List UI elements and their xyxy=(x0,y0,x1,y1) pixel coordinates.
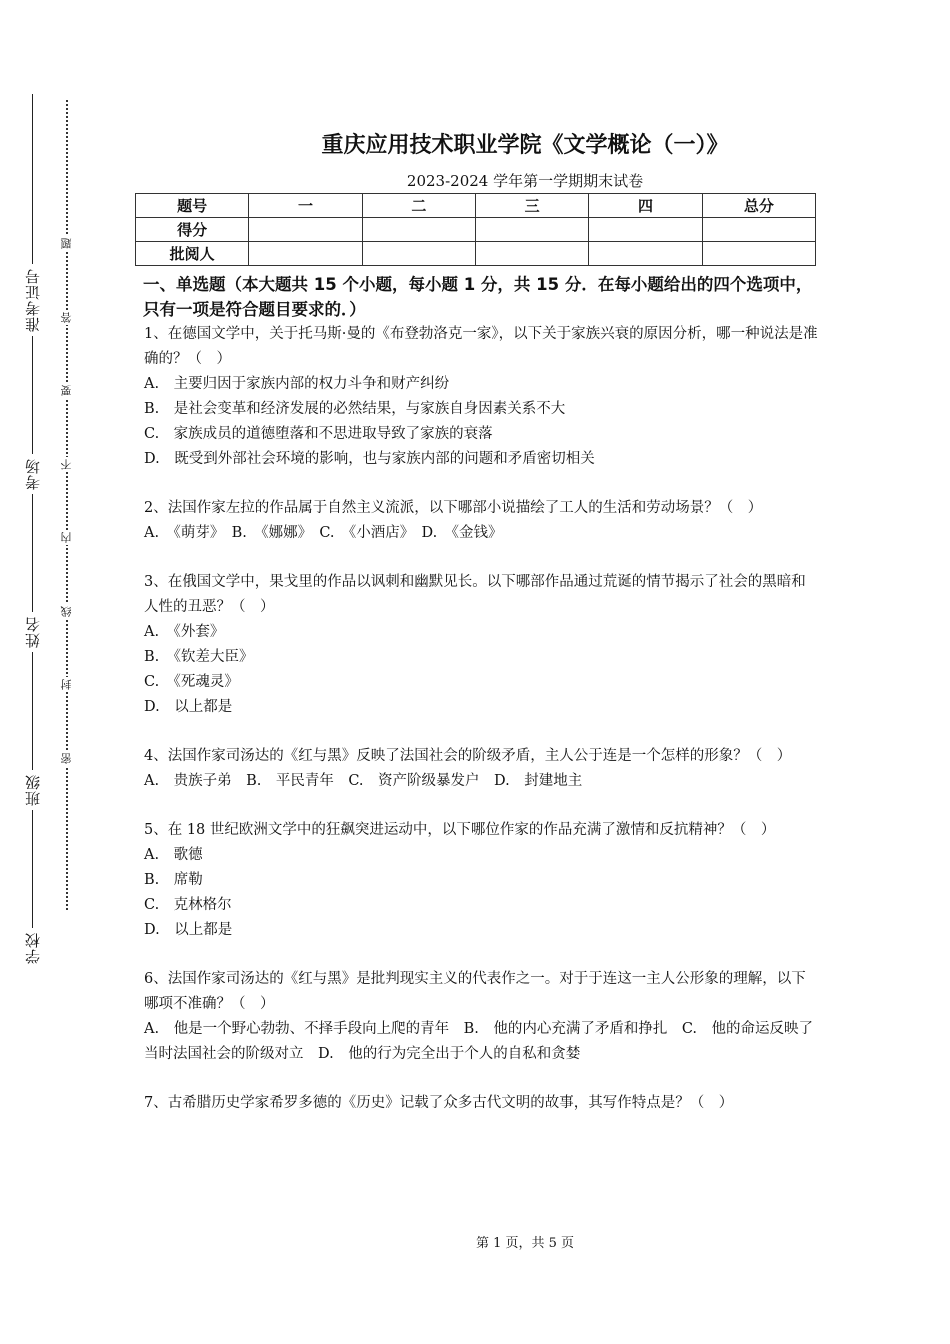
question-stem: 5、在 18 世纪欧洲文学中的狂飙突进运动中，以下哪位作家的作品充满了激情和反抗精神？（ ） xyxy=(144,822,776,838)
exam-number-field[interactable] xyxy=(22,90,43,332)
seal-char: 不 xyxy=(60,458,73,470)
question-option: D. 既受到外部社会环境的影响，也与家族内部的问题和矛盾密切相关 xyxy=(144,451,595,467)
question-2 xyxy=(144,496,818,546)
seal-char: 线 xyxy=(60,605,73,617)
name-label: 姓名 xyxy=(23,616,42,648)
score-table-header-row xyxy=(136,194,816,218)
question-option: A. 《外套》 xyxy=(144,624,225,640)
score-cell[interactable] xyxy=(362,218,475,242)
grader-cell[interactable] xyxy=(702,242,815,266)
class-blank[interactable] xyxy=(32,652,33,770)
exam-title: 重庆应用技术职业学院《文学概论（一）》 xyxy=(321,133,729,158)
seal-char: 要 xyxy=(60,385,73,397)
question-option: C. 克林格尔 xyxy=(144,897,232,913)
question-option: B. 席勒 xyxy=(144,872,203,888)
question-options: A. 他是一个野心勃勃、不择手段向上爬的青年 B. 他的内心充满了矛盾和挣扎 C. 他的命运反映了当时法国社会的阶级对立 D. 他的行为完全出于个人的自私和贪婪 xyxy=(144,1021,814,1062)
score-cell[interactable] xyxy=(475,218,588,242)
school-label: 学校 xyxy=(23,932,42,964)
score-cell[interactable] xyxy=(249,218,362,242)
exam-room-label: 考场 xyxy=(23,458,42,490)
question-3 xyxy=(144,570,818,720)
class-label: 班级 xyxy=(23,774,42,806)
question-stem: 2、法国作家左拉的作品属于自然主义流派，以下哪部小说描绘了工人的生活和劳动场景？（ ） xyxy=(144,500,763,516)
score-row xyxy=(136,218,816,242)
score-header-cell: 四 xyxy=(589,194,702,218)
seal-line-text xyxy=(59,236,75,766)
score-header-cell: 总分 xyxy=(702,194,815,218)
grader-cell[interactable] xyxy=(249,242,362,266)
question-stem: 1、在德国文学中，关于托马斯·曼的《布登勃洛克一家》，以下关于家族兴衰的原因分析，哪一种说法是准确的？（ ） xyxy=(144,326,818,367)
exam-number-label: 准考证号 xyxy=(23,268,42,332)
seal-char: 答 xyxy=(60,311,73,323)
question-stem: 4、法国作家司汤达的《红与黑》反映了法国社会的阶级矛盾，主人公于连是一个怎样的形象？（ ） xyxy=(144,748,792,764)
question-stem: 3、在俄国文学中，果戈里的作品以讽刺和幽默见长。以下哪部作品通过荒诞的情节揭示了社会的黑暗和人性的丑恶？（ ） xyxy=(144,574,806,615)
exam-number-blank[interactable] xyxy=(32,94,33,264)
question-options: A. 贵族子弟 B. 平民青年 C. 资产阶级暴发户 D. 封建地主 xyxy=(144,773,583,789)
grader-cell[interactable] xyxy=(589,242,702,266)
question-option: B. 是社会变革和经济发展的必然结果，与家族自身因素关系不大 xyxy=(144,401,566,417)
grader-row xyxy=(136,242,816,266)
grader-cell[interactable] xyxy=(475,242,588,266)
score-table xyxy=(135,193,816,266)
question-6 xyxy=(144,967,818,1067)
question-4 xyxy=(144,744,818,794)
score-header-cell: 题号 xyxy=(136,194,249,218)
binding-margin xyxy=(0,0,100,1344)
name-blank[interactable] xyxy=(32,494,33,612)
score-cell[interactable] xyxy=(702,218,815,242)
question-stem: 6、法国作家司汤达的《红与黑》是批判现实主义的代表作之一。对于于连这一主人公形象的理解，以下哪项不准确？（ ） xyxy=(144,971,806,1012)
student-info-fields xyxy=(22,90,42,964)
score-cell[interactable] xyxy=(589,218,702,242)
seal-char: 内 xyxy=(60,532,73,544)
question-option: C. 家族成员的道德堕落和不思进取导致了家族的衰落 xyxy=(144,426,493,442)
score-header-cell: 一 xyxy=(249,194,362,218)
grader-row-label: 批阅人 xyxy=(136,242,249,266)
question-5 xyxy=(144,818,818,943)
exam-content xyxy=(144,272,818,1116)
question-option: B. 《钦差大臣》 xyxy=(144,649,254,665)
exam-room-blank[interactable] xyxy=(32,336,33,454)
school-blank[interactable] xyxy=(32,810,33,928)
seal-char: 题 xyxy=(60,238,73,249)
exam-room-field[interactable] xyxy=(22,332,43,490)
exam-subtitle: 2023-2024 学年第一学期期末试卷 xyxy=(406,172,644,190)
section-title: 一、单选题（本大题共 15 个小题，每小题 1 分，共 15 分．在每小题给出的四个选项中，只有一项是符合题目要求的．） xyxy=(143,275,813,319)
score-header-cell: 三 xyxy=(475,194,588,218)
seal-char: 密 xyxy=(60,752,73,764)
question-option: A. 主要归因于家族内部的权力斗争和财产纠纷 xyxy=(144,376,450,392)
question-1 xyxy=(144,322,818,472)
grader-cell[interactable] xyxy=(362,242,475,266)
question-option: C. 《死魂灵》 xyxy=(144,674,239,690)
question-option: A. 歌德 xyxy=(144,847,203,863)
score-header-cell: 二 xyxy=(362,194,475,218)
page-footer: 第 1 页，共 5 页 xyxy=(475,1236,575,1251)
school-field[interactable] xyxy=(22,806,43,964)
question-options: A. 《萌芽》 B. 《娜娜》 C. 《小酒店》 D. 《金钱》 xyxy=(144,525,503,541)
name-field[interactable] xyxy=(22,490,43,648)
seal-char: 封 xyxy=(60,679,73,691)
question-option: D. 以上都是 xyxy=(144,922,233,938)
question-7 xyxy=(144,1091,818,1116)
score-row-label: 得分 xyxy=(136,218,249,242)
class-field[interactable] xyxy=(22,648,43,806)
question-stem: 7、古希腊历史学家希罗多德的《历史》记载了众多古代文明的故事，其写作特点是？（ ） xyxy=(144,1095,734,1111)
question-option: D. 以上都是 xyxy=(144,699,233,715)
